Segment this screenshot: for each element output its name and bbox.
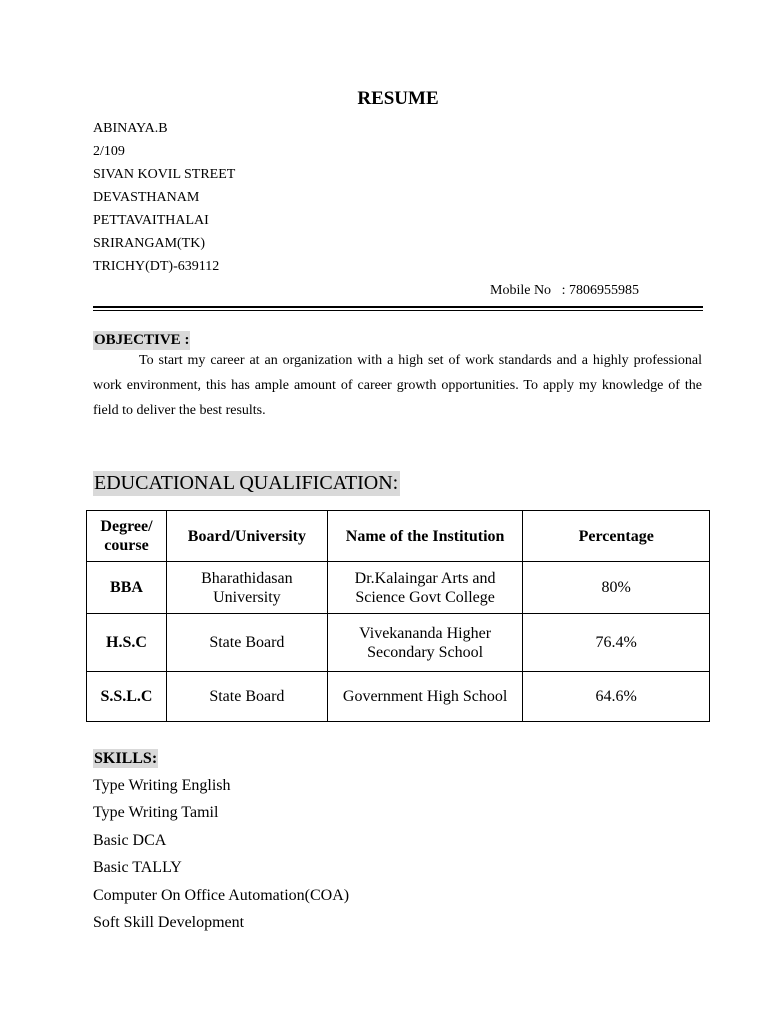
list-item: Computer On Office Automation(COA) xyxy=(93,886,350,904)
list-item: Type Writing Tamil xyxy=(93,804,219,822)
objective-heading: OBJECTIVE : xyxy=(94,332,190,348)
degree-cell: H.S.C xyxy=(87,614,167,672)
skills-heading: SKILLS: xyxy=(94,750,158,767)
header-degree: Degree/ course xyxy=(87,511,167,562)
address-line-door-no: 2/109 xyxy=(93,144,125,159)
header-institution: Name of the Institution xyxy=(327,511,523,562)
objective-text: To start my career at an organization with a high set of work standards and a highly professional work environment, this has ample amount of career growth opportunities. To apply my knowledge of the field to deliver the best results. xyxy=(93,353,702,418)
institution-cell: Vivekananda Higher Secondary School xyxy=(327,614,523,672)
header-board: Board/University xyxy=(166,511,327,562)
institution-cell: Dr.Kalaingar Arts and Science Govt College xyxy=(327,562,523,614)
board-cell: Bharathidasan University xyxy=(166,562,327,614)
header-divider-thick xyxy=(93,306,703,308)
percentage-cell: 80% xyxy=(523,562,710,614)
address-line-village: PETTAVAITHALAI xyxy=(93,213,209,228)
percentage-cell: 76.4% xyxy=(523,614,710,672)
list-item: Soft Skill Development xyxy=(93,913,245,931)
degree-cell: S.S.L.C xyxy=(87,672,167,722)
address-line-area: DEVASTHANAM xyxy=(93,190,200,205)
address-block xyxy=(93,119,235,280)
table-header-row xyxy=(87,511,710,562)
degree-cell: BBA xyxy=(87,562,167,614)
education-table xyxy=(86,510,710,722)
address-line-street: SIVAN KOVIL STREET xyxy=(93,167,236,182)
skills-list xyxy=(93,772,349,936)
table-row xyxy=(87,562,710,614)
institution-cell: Government High School xyxy=(327,672,523,722)
list-item: Basic DCA xyxy=(93,831,167,849)
table-row xyxy=(87,672,710,722)
mobile-number xyxy=(490,283,639,299)
education-heading: EDUCATIONAL QUALIFICATION: xyxy=(94,472,399,494)
address-line-name: ABINAYA.B xyxy=(93,121,168,136)
list-item: Basic TALLY xyxy=(93,859,182,877)
table-row xyxy=(87,614,710,672)
board-cell: State Board xyxy=(166,614,327,672)
address-line-district: TRICHY(DT)-639112 xyxy=(93,259,220,274)
percentage-cell: 64.6% xyxy=(523,672,710,722)
mobile-label: Mobile No xyxy=(490,283,552,298)
address-line-taluk: SRIRANGAM(TK) xyxy=(93,236,205,251)
board-cell: State Board xyxy=(166,672,327,722)
page-title: RESUME xyxy=(357,88,439,109)
list-item: Type Writing English xyxy=(93,777,231,794)
header-percentage: Percentage xyxy=(523,511,710,562)
header-divider-thin xyxy=(93,310,703,311)
mobile-value: : 7806955985 xyxy=(561,283,639,298)
